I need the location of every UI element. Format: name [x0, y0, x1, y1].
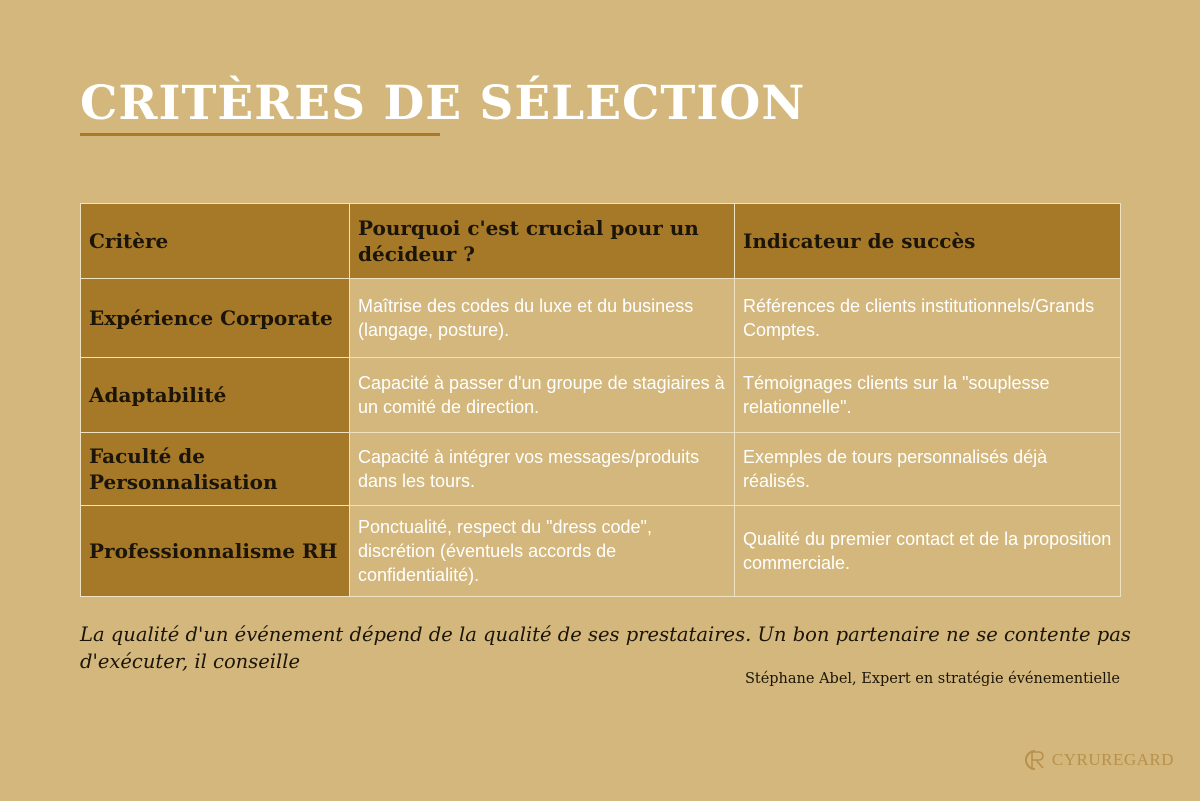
table-row: [81, 433, 1121, 506]
criterion-cell: Professionnalisme RH: [81, 506, 350, 597]
why-cell: Capacité à intégrer vos messages/produits dans les tours.: [350, 433, 735, 506]
brand-logo: [1022, 748, 1174, 772]
table-row: [81, 279, 1121, 358]
indicator-cell: Témoignages clients sur la "souplesse relationnelle".: [735, 358, 1121, 433]
quote-author: Stéphane Abel, Expert en stratégie événementielle: [744, 671, 1120, 687]
why-cell: Maîtrise des codes du luxe et du business (langage, posture).: [350, 279, 735, 358]
header-cell-why: Pourquoi c'est crucial pour un décideur ?: [350, 204, 735, 279]
header-cell-indicator: Indicateur de succès: [735, 204, 1121, 279]
table-row: [81, 358, 1121, 433]
criterion-cell: Faculté de Personnalisation: [81, 433, 350, 506]
why-cell: Ponctualité, respect du "dress code", discrétion (éventuels accords de confidentialité).: [350, 506, 735, 597]
table-row: [81, 506, 1121, 597]
indicator-cell: Exemples de tours personnalisés déjà réalisés.: [735, 433, 1121, 506]
criterion-cell: Adaptabilité: [81, 358, 350, 433]
quote-text: La qualité d'un événement dépend de la qualité de ses prestataires. Un bon partenaire ne se contente pas d'exécuter, il conseille: [80, 623, 1131, 673]
brand-logo-text: CYRUREGARD: [1051, 750, 1174, 769]
indicator-cell: Qualité du premier contact et de la proposition commerciale.: [735, 506, 1121, 597]
table-header-row: [81, 204, 1121, 279]
criterion-cell: Expérience Corporate: [81, 279, 350, 358]
page-title: CRITÈRES DE SÉLECTION: [80, 76, 806, 131]
header-cell-criterion: Critère: [81, 204, 350, 279]
indicator-cell: Références de clients institutionnels/Grands Comptes.: [735, 279, 1121, 358]
criteria-table: [80, 203, 1121, 597]
cr-monogram-icon: [1022, 748, 1048, 772]
title-underline: [80, 133, 440, 136]
why-cell: Capacité à passer d'un groupe de stagiaires à un comité de direction.: [350, 358, 735, 433]
